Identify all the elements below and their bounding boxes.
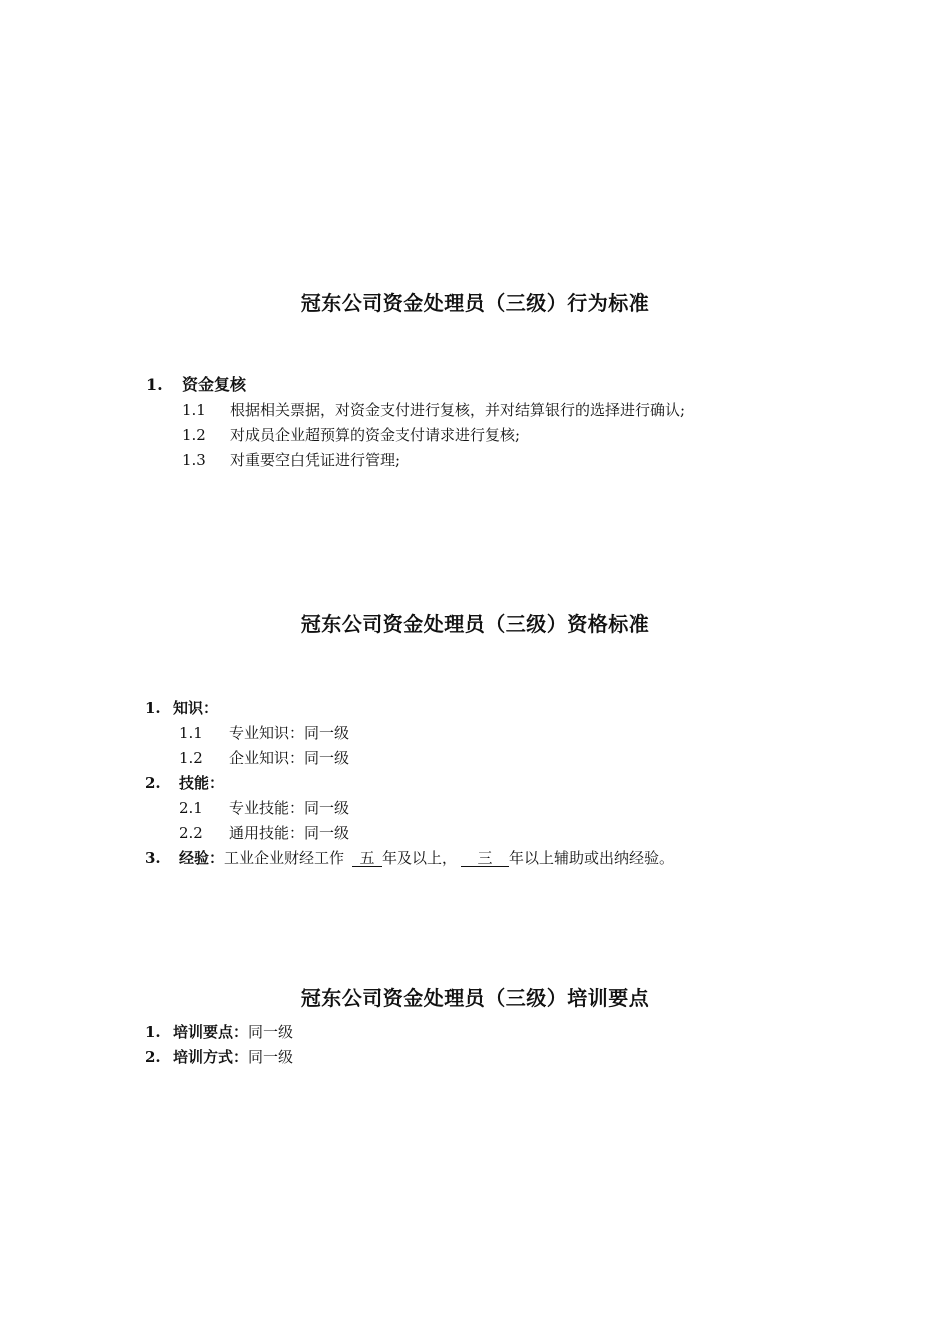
item-text: 同一级 (248, 1023, 294, 1041)
section2-item-experience (145, 848, 674, 868)
item-number: 1. (145, 1023, 161, 1041)
section2-sub-1-2 (179, 748, 349, 768)
section1-item1 (146, 375, 246, 395)
section1-title: 冠东公司资金处理员（三级）行为标准 (300, 291, 650, 315)
experience-blank-years-b: 三 (461, 850, 509, 867)
section1-sub-1-2 (182, 425, 520, 445)
experience-text-a: 工业企业财经工作 (224, 849, 345, 867)
sub-text: 企业知识：同一级 (229, 749, 350, 767)
sub-text: 对成员企业超预算的资金支付请求进行复核; (230, 426, 521, 444)
item-number: 2. (145, 774, 161, 792)
item-heading: 资金复核 (182, 375, 247, 394)
sub-number: 1.2 (182, 426, 206, 444)
item-text: 同一级 (248, 1048, 294, 1066)
experience-text-c: 年以上辅助或出纳经验。 (509, 849, 675, 867)
sub-text: 根据相关票据，对资金支付进行复核，并对结算银行的选择进行确认; (230, 401, 686, 419)
item-heading: 技能： (179, 774, 225, 792)
section2-item-knowledge (145, 698, 218, 718)
section2-item-skills (145, 773, 224, 793)
section3-title: 冠东公司资金处理员（三级）培训要点 (300, 986, 650, 1010)
sub-text: 对重要空白凭证进行管理; (230, 451, 401, 469)
section3-item-training-method (145, 1047, 293, 1067)
sub-number: 1.1 (179, 724, 203, 742)
item-number: 3. (145, 849, 161, 867)
item-heading: 经验： (179, 849, 225, 867)
sub-number: 1.2 (179, 749, 203, 767)
sub-text: 专业技能：同一级 (229, 799, 350, 817)
sub-text: 通用技能：同一级 (229, 824, 350, 842)
section2-title: 冠东公司资金处理员（三级）资格标准 (300, 612, 650, 636)
section2-sub-2-2 (179, 823, 349, 843)
experience-blank-years-a: 五 (352, 850, 382, 867)
section3-item-training-points (145, 1022, 293, 1042)
item-heading: 知识： (173, 699, 219, 717)
sub-number: 1.1 (182, 401, 206, 419)
item-heading: 培训要点： (173, 1023, 249, 1041)
sub-number: 1.3 (182, 451, 206, 469)
item-heading: 培训方式： (173, 1048, 249, 1066)
sub-text: 专业知识：同一级 (229, 724, 350, 742)
item-number: 1. (145, 699, 161, 717)
section1-sub-1-3 (182, 450, 400, 470)
sub-number: 2.2 (179, 824, 203, 842)
section2-sub-1-1 (179, 723, 349, 743)
section1-sub-1-1 (182, 400, 685, 420)
section2-sub-2-1 (179, 798, 349, 818)
experience-text-b: 年及以上， (382, 849, 458, 867)
item-number: 1. (146, 375, 163, 394)
item-number: 2. (145, 1048, 161, 1066)
sub-number: 2.1 (179, 799, 203, 817)
